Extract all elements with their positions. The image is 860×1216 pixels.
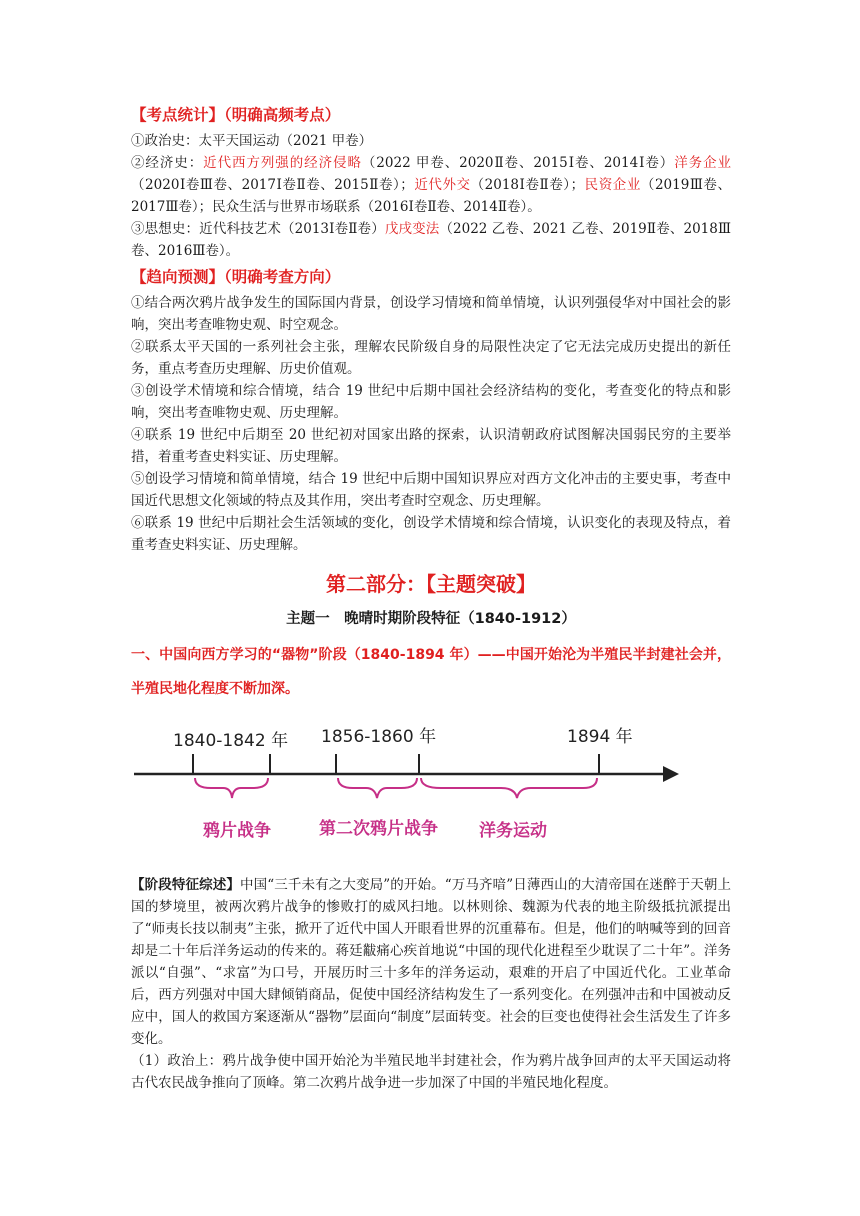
stats-text: （2022 乙卷、2021 乙卷、2019Ⅱ卷、2018Ⅲ卷、2016Ⅲ卷）。 (131, 221, 731, 259)
section-title-trend-forecast: 【趋向预测】（明确考查方向） (131, 268, 341, 286)
summary-text: 中国“三千未有之大变局”的开始。“万马齐喑”日薄西山的大清帝国在迷醉于天朝上国的梦境里，被两次鸦片战争的惨败打的威风扫地。以林则徐、魏源为代表的地主阶级抵抗派提出了“师夷长技以制夷”主张，掀开了近代中国人开眼看世界的沉重幕布。但是，他们的呐喊等到的回音却是二十年后洋务运动的传来的。蒋廷黻痛心疾首地说“中国的现代化进程至少耽误了二十年”。洋务派以“自强”、“求富”为口号，开展历时三十多年的洋务运动，艰难的开启了中国近代化。工业革命后，西方列强对中国大肆倾销商品，促使中国经济结构发生了一系列变化。在列强冲击和中国被动反应中，国人的救国方案逐渐从“器物”层面向“制度”层面转变。社会的巨变也使得社会生活发生了许多变化。 (131, 877, 732, 1047)
theme-one-title: 主题一 晚晴时期阶段特征（1840-1912） (286, 611, 576, 627)
timeline-segment-label: 鸦片战争 (203, 821, 271, 841)
trend-item: ④联系 19 世纪中后期至 20 世纪初对国家出路的探索，认识清朝政府试图解决国弱民穷的主要举措，着重考查史料实证、历史理解。 (131, 427, 731, 465)
stats-highlight: 戊戌变法 (384, 221, 440, 237)
trend-forecast-block (131, 292, 731, 556)
stats-highlight: 近代外交 (413, 177, 471, 193)
timeline-label: 1856-1860 年 (321, 727, 437, 747)
timeline-arrow-icon (663, 766, 679, 782)
timeline-segment-label: 第二次鸦片战争 (319, 819, 438, 839)
part-two-title: 第二部分：【主题突破】 (326, 572, 536, 596)
stats-text: （2018Ⅰ卷Ⅱ卷）； (470, 177, 585, 193)
trend-item: ⑤创设学习情境和简单情境，结合 19 世纪中后期中国知识界应对西方文化冲击的主要史事，考查中国近代思想文化领域的特点及其作用，突出考查时空观念、历史理解。 (131, 471, 731, 509)
trend-item: ⑥联系 19 世纪中后期社会生活领域的变化，创设学术情境和综合情境，认识变化的表现及特点，着重考查史料实证、历史理解。 (131, 515, 731, 553)
stats-text: （2019Ⅲ卷、2017Ⅲ卷）；民众生活与世界市场联系（2016Ⅰ卷Ⅱ卷、2014Ⅱ卷）。 (131, 177, 731, 215)
stats-highlight: 洋务企业 (674, 155, 732, 171)
stats-highlight: 近代西方列强的经济侵略 (203, 155, 362, 171)
trend-item: ②联系太平天国的一系列社会主张，理解农民阶级自身的局限性决定了它无法完成历史提出的新任务，重点考查历史理解、历史价值观。 (131, 339, 731, 377)
timeline-label: 1840-1842 年 (173, 731, 289, 751)
stats-text: （2020Ⅰ卷Ⅲ卷、2017Ⅰ卷Ⅱ卷、2015Ⅱ卷）； (131, 177, 414, 193)
timeline-label: 1894 年 (567, 727, 633, 747)
stats-text: ②经济史： (131, 155, 204, 171)
trend-item: ③创设学术情境和综合情境，结合 19 世纪中后期中国社会经济结构的变化，考查变化的特点和影响，突出考查唯物史观、历史理解。 (131, 383, 731, 421)
section-title-exam-stats: 【考点统计】（明确高频考点） (131, 106, 341, 124)
trend-item: ①结合两次鸦片战争发生的国际国内背景，创设学习情境和简单情境，认识列强侵华对中国社会的影响，突出考查唯物史观、时空观念。 (131, 295, 731, 333)
stats-line-economy (131, 152, 731, 218)
stage-one-title: 一、中国向西方学习的“器物”阶段（1840-1894 年）——中国开始沦为半殖民半封建社会并，半殖民地化程度不断加深。 (131, 647, 731, 697)
timeline-segment-label: 洋务运动 (479, 821, 547, 841)
stats-text: （2022 甲卷、2020Ⅱ卷、2015Ⅰ卷、2014Ⅰ卷） (361, 155, 675, 171)
exam-stats-block (131, 130, 731, 262)
stage-summary-paragraph (131, 874, 731, 1050)
stats-highlight: 民资企业 (584, 177, 641, 193)
politics-paragraph: （1）政治上：鸦片战争使中国开始沦为半殖民地半封建社会，作为鸦片战争回声的太平天国运动将古代农民战争推向了顶峰。第二次鸦片战争进一步加深了中国的半殖民地化程度。 (131, 1053, 731, 1091)
document-page (131, 104, 731, 1094)
brace-self-strengthening (421, 778, 597, 798)
stats-text: ③思想史：近代科技艺术（2013Ⅰ卷Ⅱ卷） (131, 221, 385, 237)
brace-second-opium-war (338, 778, 417, 798)
brace-opium-war (195, 778, 268, 798)
stats-line-politics: ①政治史：太平天国运动（2021 甲卷） (131, 133, 373, 149)
summary-label: 【阶段特征综述】 (131, 877, 240, 893)
stats-line-thought (131, 218, 731, 262)
timeline-diagram (131, 716, 731, 866)
